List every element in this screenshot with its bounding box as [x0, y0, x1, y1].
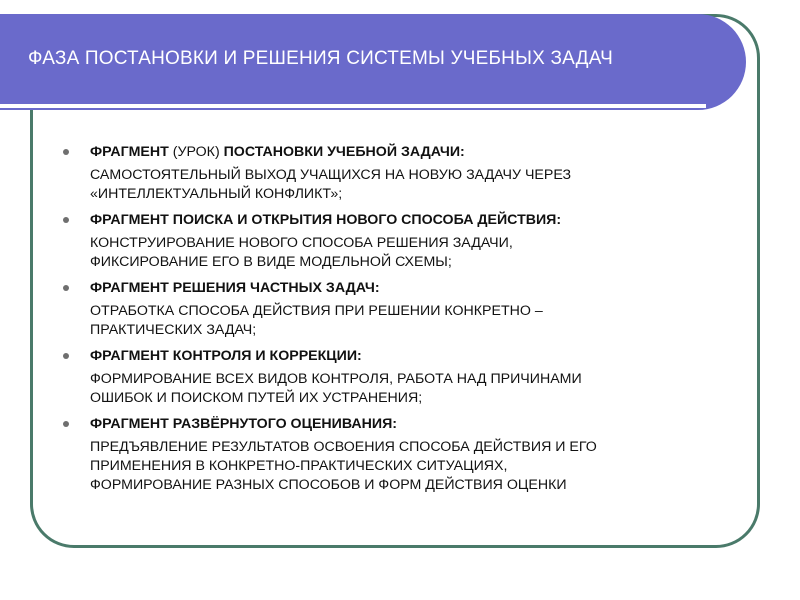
item-description: КОНСТРУИРОВАНИЕ НОВОГО СПОСОБА РЕШЕНИЯ ЗАДАЧИ, ФИКСИРОВАНИЕ ЕГО В ВИДЕ МОДЕЛЬНОЙ СХЕМЫ; [90, 235, 513, 270]
item-description: ФОРМИРОВАНИЕ ВСЕХ ВИДОВ КОНТРОЛЯ, РАБОТА НАД ПРИЧИНАМИ ОШИБОК И ПОИСКОМ ПУТЕЙ ИХ УСТРАНЕНИЯ; [90, 371, 582, 406]
item-description: ПРЕДЪЯВЛЕНИЕ РЕЗУЛЬТАТОВ ОСВОЕНИЯ СПОСОБА ДЕЙСТВИЯ И ЕГО ПРИМЕНЕНИЯ В КОНКРЕТНО-ПРАКТИЧЕСКИХ СИТУАЦИЯХ, ФОРМИРОВАНИЕ РАЗНЫХ СПОСОБОВ И ФОРМ ДЕЙСТВИЯ ОЦЕНКИ [90, 439, 597, 493]
bullet-list [54, 142, 744, 501]
list-item [54, 210, 744, 272]
item-heading: ФРАГМЕНТ РАЗВЁРНУТОГО ОЦЕНИВАНИЯ: [54, 414, 744, 434]
item-heading: ФРАГМЕНТ (УРОК) ПОСТАНОВКИ УЧЕБНОЙ ЗАДАЧИ: [54, 142, 744, 162]
item-description: САМОСТОЯТЕЛЬНЫЙ ВЫХОД УЧАЩИХСЯ НА НОВУЮ ЗАДАЧУ ЧЕРЕЗ «ИНТЕЛЛЕКТУАЛЬНЫЙ КОНФЛИКТ»; [90, 167, 572, 202]
slide-title: ФАЗА ПОСТАНОВКИ И РЕШЕНИЯ СИСТЕМЫ УЧЕБНЫХ ЗАДАЧ [28, 48, 613, 69]
bullet-icon [63, 217, 69, 223]
bullet-icon [63, 421, 69, 427]
bullet-icon [63, 149, 69, 155]
list-item [54, 278, 744, 340]
item-heading: ФРАГМЕНТ ПОИСКА И ОТКРЫТИЯ НОВОГО СПОСОБА ДЕЙСТВИЯ: [54, 210, 744, 230]
list-item [54, 346, 744, 408]
bullet-icon [63, 285, 69, 291]
item-heading: ФРАГМЕНТ РЕШЕНИЯ ЧАСТНЫХ ЗАДАЧ: [54, 278, 744, 298]
item-heading: ФРАГМЕНТ КОНТРОЛЯ И КОРРЕКЦИИ: [54, 346, 744, 366]
title-underline [0, 104, 706, 108]
bullet-icon [63, 353, 69, 359]
list-item [54, 414, 744, 495]
item-description: ОТРАБОТКА СПОСОБА ДЕЙСТВИЯ ПРИ РЕШЕНИИ КОНКРЕТНО – ПРАКТИЧЕСКИХ ЗАДАЧ; [90, 303, 543, 338]
list-item [54, 142, 744, 204]
